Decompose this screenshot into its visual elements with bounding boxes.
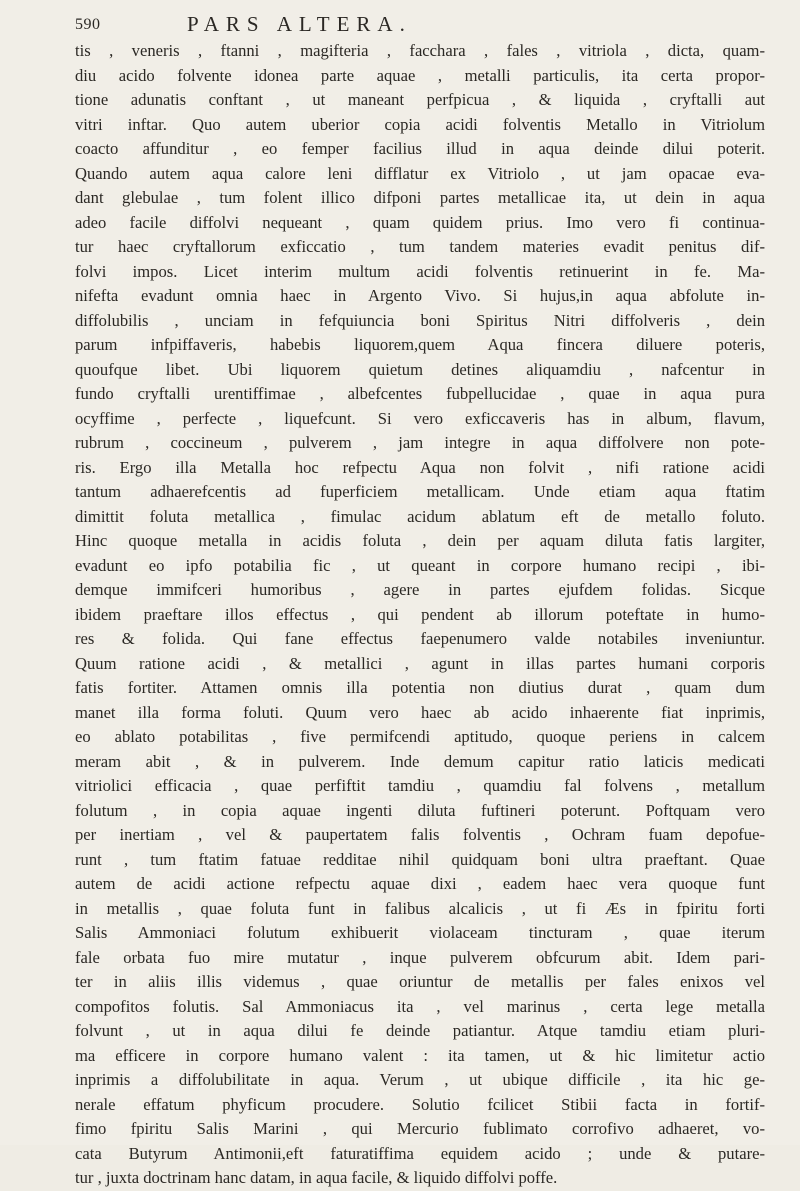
text-line: Quum ratione acidi , & metallici , agunt in illas partes humani corporis: [75, 653, 765, 673]
text-line: evadunt eo ipfo potabilia fic , ut queant in corpore humano recipi , ibi-: [75, 555, 765, 575]
text-line: parum infpiffaveris, habebis liquorem,quem Aqua fincera diluere poteris,: [75, 335, 765, 354]
text-line: Salis Ammoniaci folutum exhibuerit violaceam tincturam , quae iterum: [75, 923, 765, 942]
text-line: inprimis a diffolubilitate in aqua. Verum , ut ubique difficile , ita hic ge-: [75, 1070, 765, 1089]
text-line: cata Butyrum Antimonii,eft faturatiffima equidem acido ; unde & putare-: [75, 1143, 765, 1163]
text-line: tur , juxta doctrinam hanc datam, in aqua facile, & liquido diffolvi poffe.: [75, 1168, 558, 1187]
running-head: PARS ALTERA.: [187, 12, 412, 36]
text-line: tantum adhaerefcentis ad fuperficiem metallicam. Unde etiam aqua ftatim: [75, 482, 765, 501]
text-line: folvi impos. Licet interim multum acidi folventis retinuerint in fe. Ma-: [75, 261, 765, 281]
text-line: eo ablato potabilitas , five permifcendi aptitudo, quoque periens in calcem: [75, 727, 765, 746]
text-line: diu acido folvente idonea parte aquae , metalli particulis, ita certa propor-: [75, 65, 765, 85]
text-line: vitri inftar. Quo autem uberior copia acidi folventis Metallo in Vitriolum: [75, 114, 765, 134]
page-number: 590: [75, 16, 101, 33]
text-line: nifefta evadunt omnia haec in Argento Vivo. Si hujus,in aqua abfolute in-: [75, 286, 765, 305]
text-line: meram abit , & in pulverem. Inde demum capitur ratio laticis medicati: [75, 751, 765, 771]
text-line: demque immifceri humoribus , agere in partes ejufdem folidas. Sicque: [75, 580, 765, 599]
text-line: nerale effatum phyficum procudere. Solutio fcilicet Stibii facta in fortif-: [75, 1094, 765, 1114]
text-line: Quando autem aqua calore leni difflatur ex Vitriolo , ut jam opacae eva-: [75, 163, 765, 183]
text-line: ibidem praeftare illos effectus , qui pendent ab illorum poteftate in humo-: [75, 604, 765, 624]
body-text: [75, 39, 765, 1191]
text-line: fatis fortiter. Attamen omnis illa potentia non diutius durat , quam dum: [75, 678, 765, 697]
text-line: ter in aliis illis videmus , quae oriuntur de metallis per fales enixos vel: [75, 972, 765, 991]
page-header: [75, 12, 765, 38]
text-line: rubrum , coccineum , pulverem , jam integre in aqua diffolvere non pote-: [75, 433, 765, 452]
text-line: autem de acidi actione refpectu aquae dixi , eadem haec vera quoque funt: [75, 874, 765, 893]
text-line: folvunt , ut in aqua dilui fe deinde patiantur. Atque tamdiu etiam pluri-: [75, 1021, 765, 1040]
text-line: dimittit foluta metallica , fimulac acidum ablatum eft de metallo foluto.: [75, 506, 765, 526]
text-line: Hinc quoque metalla in acidis foluta , dein per aquam diluta fatis largiter,: [75, 531, 765, 550]
text-line: runt , tum ftatim fatuae redditae nihil quidquam boni ultra praeftant. Quae: [75, 849, 765, 869]
text-line: vitriolici efficacia , quae perfiftit tamdiu , quamdiu fal folvens , metallum: [75, 776, 765, 795]
text-line: ocyffime , perfecte , liquefcunt. Si vero exficcaveris has in album, flavum,: [75, 408, 765, 428]
text-line: manet illa forma foluti. Quum vero haec ab acido inhaerente fiat inprimis,: [75, 702, 765, 722]
text-line: ris. Ergo illa Metalla hoc refpectu Aqua non folvit , nifi ratione acidi: [75, 457, 765, 477]
text-line: fimo fpiritu Salis Marini , qui Mercurio fublimato corrofivo adhaeret, vo-: [75, 1119, 765, 1138]
text-line: per inertiam , vel & paupertatem falis folventis , Ochram fuam depofue-: [75, 825, 765, 844]
text-line: res & folida. Qui fane effectus faepenumero valde notabiles inveniuntur.: [75, 629, 765, 648]
text-line: coacto affunditur , eo femper facilius illud in aqua deinde dilui poterit.: [75, 139, 765, 158]
text-line: diffolubilis , unciam in fefquiuncia boni Spiritus Nitri diffolveris , dein: [75, 310, 765, 330]
text-line: tione adunatis conftant , ut maneant perfpicua , & liquida , cryftalli aut: [75, 90, 765, 109]
text-line: fundo cryftalli urentiffimae , albefcentes fubpellucidae , quae in aqua pura: [75, 384, 765, 403]
text-line: compofitos folutis. Sal Ammoniacus ita , vel marinus , certa lege metalla: [75, 996, 765, 1016]
text-line: tis , veneris , ftanni , magifteria , facchara , fales , vitriola , dicta, quam-: [75, 41, 765, 60]
text-line: dant glebulae , tum folent illico difponi partes metallicae ita, ut dein in aqua: [75, 188, 765, 207]
text-line: quoufque libet. Ubi liquorem quietum detines aliquamdiu , nafcentur in: [75, 359, 765, 379]
text-line: tur haec cryftallorum exficcatio , tum tandem materies evadit penitus dif-: [75, 237, 765, 256]
text-line: folutum , in copia aquae ingenti diluta fuftineri poterunt. Poftquam vero: [75, 800, 765, 820]
text-line: adeo facile diffolvi nequeant , quam quidem prius. Imo vero fi continua-: [75, 212, 765, 232]
text-line: in metallis , quae foluta funt in falibus alcalicis , ut fi Æs in fpiritu forti: [75, 898, 765, 918]
text-line: fale orbata fuo mire mutatur , inque pulverem obfcurum abit. Idem pari-: [75, 947, 765, 967]
text-line: ma efficere in corpore humano valent : ita tamen, ut & hic limitetur actio: [75, 1045, 765, 1065]
